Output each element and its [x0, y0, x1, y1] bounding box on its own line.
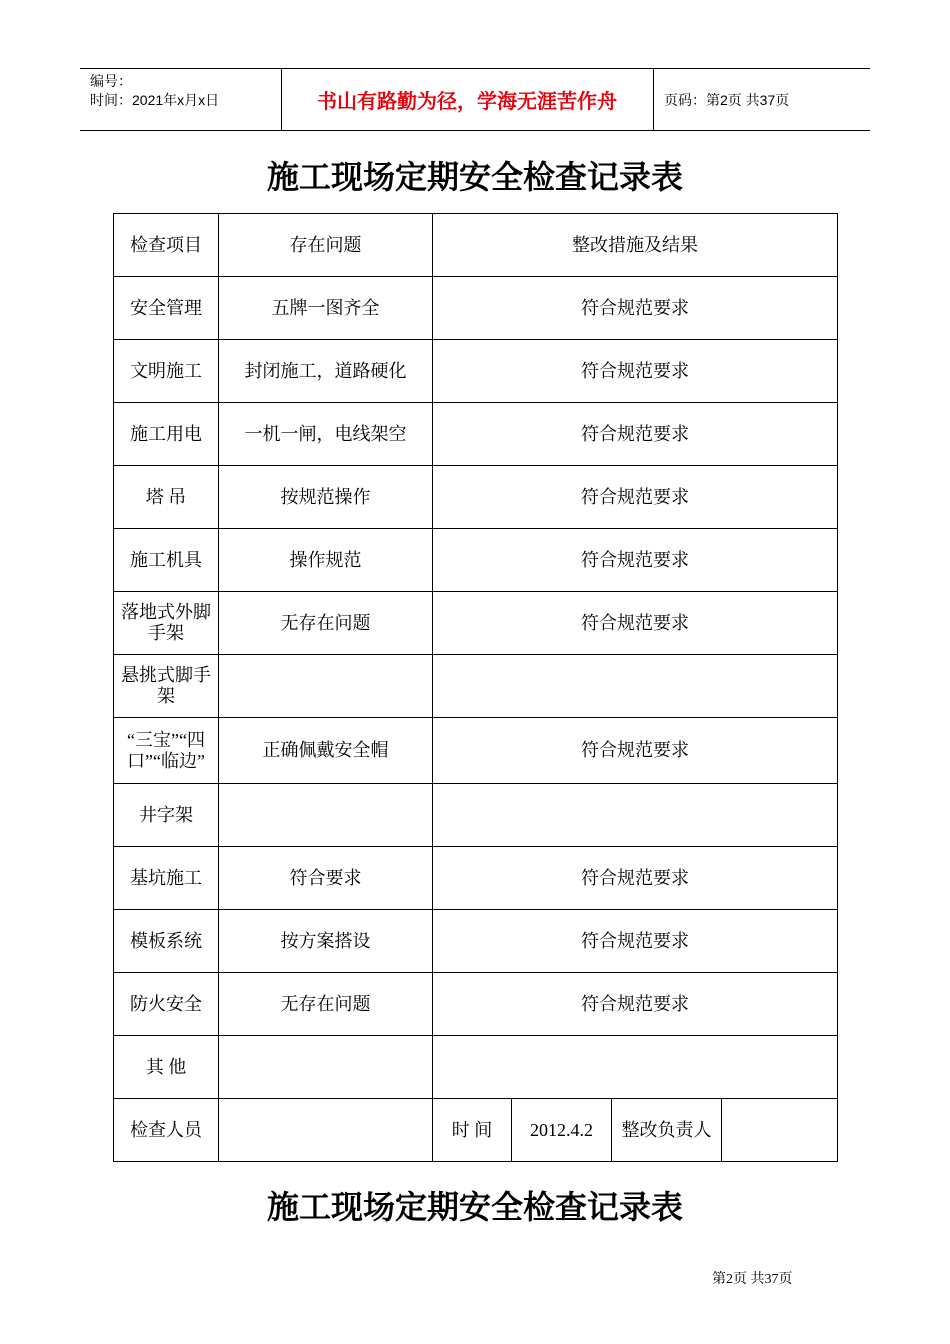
- item-cell: 其 他: [114, 1036, 219, 1099]
- issue-cell: 封闭施工，道路硬化: [219, 340, 433, 403]
- page-title: 施工现场定期安全检查记录表: [266, 158, 683, 196]
- issue-cell: 正确佩戴安全帽: [219, 718, 433, 784]
- issue-cell: 五牌一图齐全: [219, 277, 433, 340]
- result-cell: 符合规范要求: [433, 403, 838, 466]
- header-result: 整改措施及结果: [433, 214, 838, 277]
- table-row: [114, 847, 838, 910]
- table-footer-row: [114, 1099, 838, 1162]
- table-row: [114, 277, 838, 340]
- table-row: [114, 403, 838, 466]
- result-cell: [433, 655, 838, 718]
- issue-cell: [219, 784, 433, 847]
- result-cell: 符合规范要求: [433, 910, 838, 973]
- item-cell: 落地式外脚手架: [114, 592, 219, 655]
- result-cell: [433, 1036, 838, 1099]
- result-cell: 符合规范要求: [433, 973, 838, 1036]
- issue-cell: 一机一闸，电线架空: [219, 403, 433, 466]
- responsible-label: 整改负责人: [612, 1099, 722, 1162]
- result-cell: 符合规范要求: [433, 466, 838, 529]
- inspector-label: 检查人员: [114, 1099, 219, 1162]
- time-label-cell: 时 间: [433, 1099, 512, 1162]
- item-cell: 文明施工: [114, 340, 219, 403]
- table-row: [114, 910, 838, 973]
- page-label: 页码：第2页 共37页: [664, 91, 790, 108]
- result-cell: 符合规范要求: [433, 718, 838, 784]
- result-cell: 符合规范要求: [433, 592, 838, 655]
- item-cell: 悬挑式脚手架: [114, 655, 219, 718]
- header-issue: 存在问题: [219, 214, 433, 277]
- item-cell: 安全管理: [114, 277, 219, 340]
- item-cell: 模板系统: [114, 910, 219, 973]
- item-cell: 基坑施工: [114, 847, 219, 910]
- issue-cell: 按方案搭设: [219, 910, 433, 973]
- item-cell: 防火安全: [114, 973, 219, 1036]
- issue-cell: 符合要求: [219, 847, 433, 910]
- result-cell: [433, 784, 838, 847]
- header-item: 检查项目: [114, 214, 219, 277]
- inspector-value: [219, 1099, 433, 1162]
- issue-cell: 无存在问题: [219, 592, 433, 655]
- result-cell: 符合规范要求: [433, 277, 838, 340]
- item-cell: 施工用电: [114, 403, 219, 466]
- time-value-cell: 2012.4.2: [512, 1099, 612, 1162]
- responsible-value: [722, 1099, 838, 1162]
- item-cell: 井字架: [114, 784, 219, 847]
- table-row: [114, 973, 838, 1036]
- table-row: [114, 529, 838, 592]
- second-page-title: 施工现场定期安全检查记录表: [266, 1188, 683, 1226]
- inspection-table: [113, 213, 838, 1162]
- item-cell: 塔 吊: [114, 466, 219, 529]
- issue-cell: 按规范操作: [219, 466, 433, 529]
- header-page-cell: [654, 69, 870, 130]
- time-label: 时间：2021年x月x日: [90, 92, 220, 108]
- table-row: [114, 655, 838, 718]
- item-cell: 施工机具: [114, 529, 219, 592]
- number-label: 编号：: [90, 73, 132, 89]
- result-cell: 符合规范要求: [433, 847, 838, 910]
- issue-cell: [219, 655, 433, 718]
- table-row: [114, 1036, 838, 1099]
- header-motto-cell: [281, 69, 654, 130]
- result-cell: 符合规范要求: [433, 529, 838, 592]
- item-cell: “三宝”“四口”“临边”: [114, 718, 219, 784]
- document-header: [80, 68, 870, 131]
- table-header-row: [114, 214, 838, 277]
- header-meta: [80, 69, 282, 130]
- issue-cell: 操作规范: [219, 529, 433, 592]
- motto: 书山有路勤为径，学海无涯苦作舟: [317, 89, 617, 113]
- table-row: [114, 592, 838, 655]
- issue-cell: [219, 1036, 433, 1099]
- table-row: [114, 340, 838, 403]
- table-row: [114, 718, 838, 784]
- issue-cell: 无存在问题: [219, 973, 433, 1036]
- table-row: [114, 784, 838, 847]
- table-row: [114, 466, 838, 529]
- page-footer: 第2页 共37页: [712, 1272, 793, 1287]
- result-cell: 符合规范要求: [433, 340, 838, 403]
